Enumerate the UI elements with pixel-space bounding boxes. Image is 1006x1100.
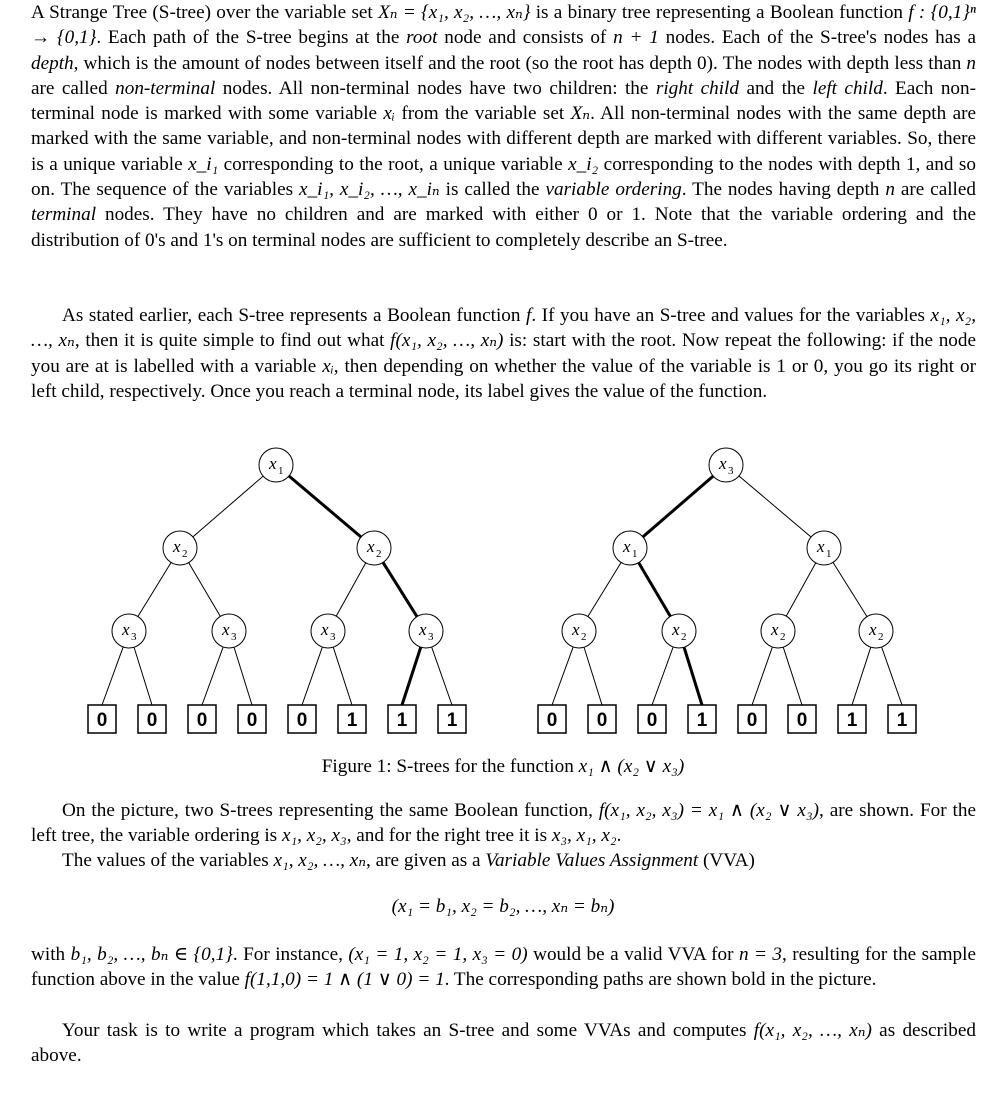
tree-edge <box>739 476 811 537</box>
variable-node <box>409 614 443 648</box>
terminal-node <box>138 705 166 733</box>
paragraph-vva-example <box>31 942 976 993</box>
tree-edge <box>138 562 171 616</box>
math-f-value: f(1,1,0) = 1 ∧ (1 ∨ 0) = 1 <box>244 969 445 991</box>
tree-edge <box>584 647 602 705</box>
variable-node <box>662 614 696 648</box>
tree-edge <box>234 647 252 705</box>
math-right-ordering: x₃, x₁, x₂ <box>551 825 617 847</box>
text: is called the <box>439 179 546 201</box>
paragraph-definition <box>31 0 976 253</box>
terminal-value: 1 <box>696 710 708 731</box>
display-equation-vva <box>0 894 1006 919</box>
node-variable-label: x <box>367 537 375 556</box>
terminal-node <box>288 705 316 733</box>
terminal-node <box>638 705 666 733</box>
terminal-value: 0 <box>96 710 108 731</box>
math-vva: (x₁ = b₁, x₂ = b₂, …, xₙ = bₙ) <box>391 896 615 917</box>
paragraph-vva-intro <box>31 848 976 873</box>
caption-text: Figure 1: S-trees for the function <box>321 756 579 777</box>
bold-path-edge <box>383 562 417 616</box>
text: . If you have an S-tree and values for the variables <box>531 305 931 326</box>
variable-node <box>212 614 246 648</box>
terminal-node <box>438 705 466 733</box>
node-variable-label: x <box>222 620 230 639</box>
text: , then it is quite simple to find out what <box>74 330 391 352</box>
right-tree <box>538 448 916 733</box>
text: A Strange Tree (S-tree) over the variable set <box>31 2 379 23</box>
tree-edge <box>193 476 263 537</box>
tree-edge <box>333 647 352 705</box>
math-xi: xᵢ <box>383 103 395 125</box>
text: . Each non-terminal node is marked with some variable <box>31 77 977 125</box>
terminal-node <box>88 705 116 733</box>
tree-edge <box>102 647 123 705</box>
node-variable-index: 2 <box>182 548 188 560</box>
node-variable-label: x <box>173 537 181 556</box>
paragraph-task <box>31 1018 976 1069</box>
variable-node <box>807 531 841 565</box>
node-variable-label: x <box>623 537 631 556</box>
variable-node <box>562 614 596 648</box>
terminal-node <box>188 705 216 733</box>
variable-node <box>259 448 293 482</box>
terminal-value: 0 <box>146 710 158 731</box>
text: from the variable set <box>394 103 571 125</box>
terminal-value: 0 <box>596 710 608 731</box>
tree-edge <box>882 647 902 705</box>
text: (VVA) <box>698 850 755 871</box>
text: As stated earlier, each S-tree represents a Boolean function <box>62 305 527 326</box>
text: , are shown. For the left tree, the variable ordering is <box>31 800 976 847</box>
terminal-value: 1 <box>446 710 458 731</box>
terminal-value: 0 <box>296 710 308 731</box>
term-left-child: left child <box>812 77 883 99</box>
term-terminal: terminal <box>31 204 97 226</box>
tree-edge <box>752 647 772 705</box>
text: are called <box>894 179 976 201</box>
paragraph-example <box>31 798 976 849</box>
variable-node <box>112 614 146 648</box>
text: is a binary tree representing a Boolean function <box>530 2 909 23</box>
math-b-set: b₁, b₂, …, bₙ ∈ {0,1} <box>70 944 233 965</box>
bold-path-edge <box>643 476 713 537</box>
text: , resulting for the sample function above in the value <box>31 944 976 991</box>
math-f-call: f(x₁, x₂, …, xₙ) <box>753 1020 872 1041</box>
terminal-node <box>738 705 766 733</box>
node-variable-index: 2 <box>780 631 786 643</box>
text: , are given as a <box>366 850 486 871</box>
variable-node <box>163 531 197 565</box>
term-root: root <box>406 27 438 49</box>
math-n: n <box>885 179 895 201</box>
node-variable-index: 2 <box>376 548 382 560</box>
terminal-value: 0 <box>546 710 558 731</box>
math-n-plus-1: n + 1 <box>613 27 659 49</box>
text: The values of the variables <box>62 850 274 871</box>
terminal-node <box>588 705 616 733</box>
terminal-value: 0 <box>246 710 258 731</box>
tree-edge <box>833 562 867 616</box>
node-variable-label: x <box>672 620 680 639</box>
math-xi: xᵢ <box>322 355 334 377</box>
bold-path-edge <box>684 647 702 705</box>
tree-edge <box>189 563 221 617</box>
bold-path-edge <box>402 647 421 705</box>
tree-edge <box>852 647 871 705</box>
text: nodes. Each of the S-tree's nodes has a <box>658 27 976 49</box>
terminal-value: 1 <box>896 710 908 731</box>
tree-edge <box>202 647 223 705</box>
node-variable-label: x <box>771 620 779 639</box>
tree-edge <box>336 563 366 616</box>
math-xi1: x_i₁ <box>188 153 219 175</box>
math-Xn: Xₙ <box>570 103 591 125</box>
math-vva-example: (x₁ = 1, x₂ = 1, x₃ = 0) <box>348 944 528 965</box>
node-variable-label: x <box>419 620 427 639</box>
math-n-eq-3: n = 3 <box>738 944 783 965</box>
text: On the picture, two S-trees representing the same Boolean function, <box>62 800 599 821</box>
node-variable-index: 3 <box>428 631 434 643</box>
variable-node <box>613 531 647 565</box>
text: is: start with the root. Now repeat the following: if the node you are at is labelled with a variable <box>31 330 977 377</box>
text: as described above. <box>31 1020 976 1067</box>
tree-edge <box>134 647 152 705</box>
terminal-node <box>688 705 716 733</box>
text: node and consists of <box>437 27 614 49</box>
math-f-call: f(x₁, x₂, …, xₙ) <box>390 330 504 352</box>
bold-path-edge <box>639 563 671 617</box>
node-variable-index: 3 <box>728 465 734 477</box>
text: corresponding to the root, a unique variable <box>218 153 569 175</box>
math-xi2: x_i₂ <box>568 153 599 175</box>
node-variable-label: x <box>269 454 277 473</box>
variable-node <box>709 448 743 482</box>
variable-node <box>357 531 391 565</box>
tree-edge <box>783 647 802 705</box>
term-right-child: right child <box>655 77 739 99</box>
math-variable-set: Xₙ = {x₁, x₂, …, xₙ} <box>378 2 531 23</box>
node-variable-index: 1 <box>632 548 638 560</box>
math-x-sequence: x₁, x₂, …, xₙ <box>31 305 976 352</box>
math-f: f <box>526 305 532 326</box>
node-variable-index: 3 <box>330 631 336 643</box>
text: Your task is to write a program which takes an S-tree and some VVAs and computes <box>62 1020 754 1041</box>
tree-edge <box>786 563 816 616</box>
term-vva: Variable Values Assignment <box>485 850 699 871</box>
text: . The corresponding paths are shown bold in the picture. <box>444 969 877 991</box>
terminal-node <box>388 705 416 733</box>
node-variable-label: x <box>572 620 580 639</box>
node-variable-label: x <box>869 620 877 639</box>
term-variable-ordering: variable ordering <box>545 179 682 201</box>
text: . The nodes having depth <box>681 179 886 201</box>
term-non-terminal: non-terminal <box>115 77 216 99</box>
tree-edge <box>652 647 673 705</box>
paragraph-evaluation <box>31 303 976 404</box>
tree-edge <box>588 562 621 616</box>
bold-path-edge <box>289 476 361 537</box>
math-ordering-sequence: x_i₁, x_i₂, …, x_iₙ <box>299 179 440 201</box>
text: nodes. All non-terminal nodes have two children: the <box>215 77 656 99</box>
terminal-node <box>788 705 816 733</box>
caption-math: x₁ ∧ (x₂ ∨ x₃) <box>578 756 685 777</box>
terminal-value: 0 <box>196 710 208 731</box>
term-depth: depth <box>31 52 74 74</box>
figure-caption <box>0 754 1006 779</box>
text: would be a valid VVA for <box>527 944 739 965</box>
text: . <box>616 825 622 847</box>
text: and the <box>739 77 813 99</box>
terminal-value: 1 <box>396 710 408 731</box>
terminal-value: 0 <box>796 710 808 731</box>
text: , then depending on whether the value of the variable is 1 or 0, you go its right or left child, respectively. Once you reach a terminal node, its label gives the value of the function. <box>31 355 976 402</box>
terminal-node <box>338 705 366 733</box>
node-variable-label: x <box>122 620 130 639</box>
text: , and for the right tree it is <box>346 825 552 847</box>
node-variable-index: 1 <box>826 548 832 560</box>
node-variable-index: 1 <box>278 465 284 477</box>
terminal-node <box>838 705 866 733</box>
terminal-node <box>238 705 266 733</box>
tree-edge <box>432 647 452 705</box>
variable-node <box>311 614 345 648</box>
text: . Each path of the S-tree begins at the <box>96 27 407 49</box>
text: corresponding to the nodes with depth 1, and so on. The sequence of the variables <box>31 153 976 201</box>
math-x-sequence: x₁, x₂, …, xₙ <box>273 850 367 871</box>
text: nodes. They have no children and are marked with either 0 or 1. Note that the variable ordering and the distribution of 0's and 1's on terminal nodes are sufficient to completely describe an S-tree. <box>31 204 976 251</box>
terminal-node <box>538 705 566 733</box>
node-variable-index: 3 <box>131 631 137 643</box>
node-variable-index: 2 <box>581 631 587 643</box>
tree-edge <box>552 647 573 705</box>
variable-node <box>761 614 795 648</box>
left-tree <box>88 448 466 733</box>
terminal-value: 1 <box>846 710 858 731</box>
math-f-definition: f(x₁, x₂, x₃) = x₁ ∧ (x₂ ∨ x₃) <box>598 800 820 821</box>
variable-node <box>859 614 893 648</box>
text: , which is the amount of nodes between itself and the root (so the root has depth 0). The nodes with depth less than <box>73 52 967 74</box>
math-function-signature: f : {0,1}ⁿ → {0,1} <box>31 2 976 49</box>
node-variable-index: 3 <box>231 631 237 643</box>
node-variable-label: x <box>817 537 825 556</box>
node-variable-label: x <box>321 620 329 639</box>
node-variable-label: x <box>719 454 727 473</box>
terminal-node <box>888 705 916 733</box>
text: . All non-terminal nodes with the same depth are marked with the same variable, and non-terminal nodes with different depth are marked with different variables. So, there is a unique variable <box>31 103 977 175</box>
node-variable-index: 2 <box>681 631 687 643</box>
figure-s-trees <box>0 440 1006 745</box>
node-variable-index: 2 <box>878 631 884 643</box>
text: are called <box>31 77 116 99</box>
text: with <box>31 944 71 965</box>
tree-edge <box>302 647 322 705</box>
terminal-value: 0 <box>646 710 658 731</box>
terminal-value: 0 <box>746 710 758 731</box>
math-left-ordering: x₁, x₂, x₃ <box>281 825 347 847</box>
text: . For instance, <box>232 944 349 965</box>
math-n: n <box>966 52 976 74</box>
terminal-value: 1 <box>346 710 358 731</box>
